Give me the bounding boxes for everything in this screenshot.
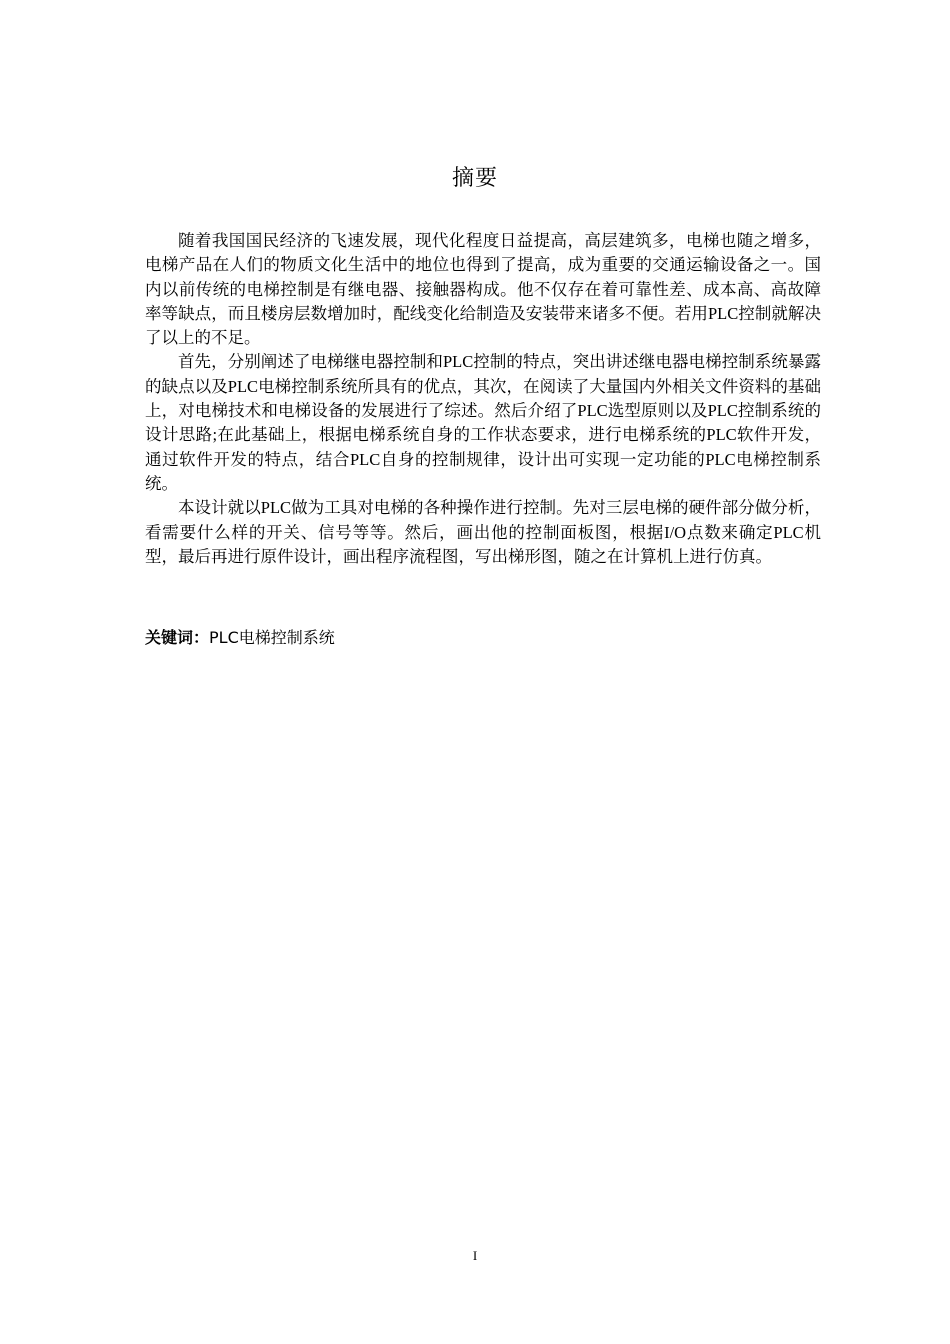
abstract-paragraph-2: 首先，分别阐述了电梯继电器控制和PLC控制的特点，突出讲述继电器电梯控制系统暴露的缺点以及PLC电梯控制系统所具有的优点，其次，在阅读了大量国内外相关文件资料的基础上，对电梯技术和电梯设备的发展进行了综述。然后介绍了PLC选型原则以及PLC控制系统的设计思路;在此基础上，根据电梯系统自身的工作状态要求，进行电梯系统的PLC软件开发，通过软件开发的特点，结合PLC自身的控制规律，设计出可实现一定功能的PLC电梯控制系统。 bbox=[145, 352, 821, 493]
page-number: I bbox=[472, 1248, 478, 1263]
keywords-value: PLC电梯控制系统 bbox=[209, 628, 335, 647]
abstract-paragraph-1: 随着我国国民经济的飞速发展，现代化程度日益提高，高层建筑多，电梯也随之增多，电梯产品在人们的物质文化生活中的地位也得到了提高，成为重要的交通运输设备之一。国内以前传统的电梯控制是有继电器、接触器构成。他不仅存在着可靠性差、成本高、高故障率等缺点，而且楼房层数增加时，配线变化给制造及安装带来诸多不便。若用PLC控制就解决了以上的不足。 bbox=[145, 231, 821, 348]
page-title: 摘要 bbox=[451, 166, 498, 191]
keywords-line bbox=[145, 626, 821, 650]
abstract-body bbox=[145, 229, 821, 569]
abstract-paragraph-3: 本设计就以PLC做为工具对电梯的各种操作进行控制。先对三层电梯的硬件部分做分析，看需要什么样的开关、信号等等。然后，画出他的控制面板图，根据I/O点数来确定PLC机型，最后再进行原件设计，画出程序流程图，写出梯形图，随之在计算机上进行仿真。 bbox=[145, 498, 821, 566]
keywords-label: 关键词： bbox=[145, 628, 210, 647]
